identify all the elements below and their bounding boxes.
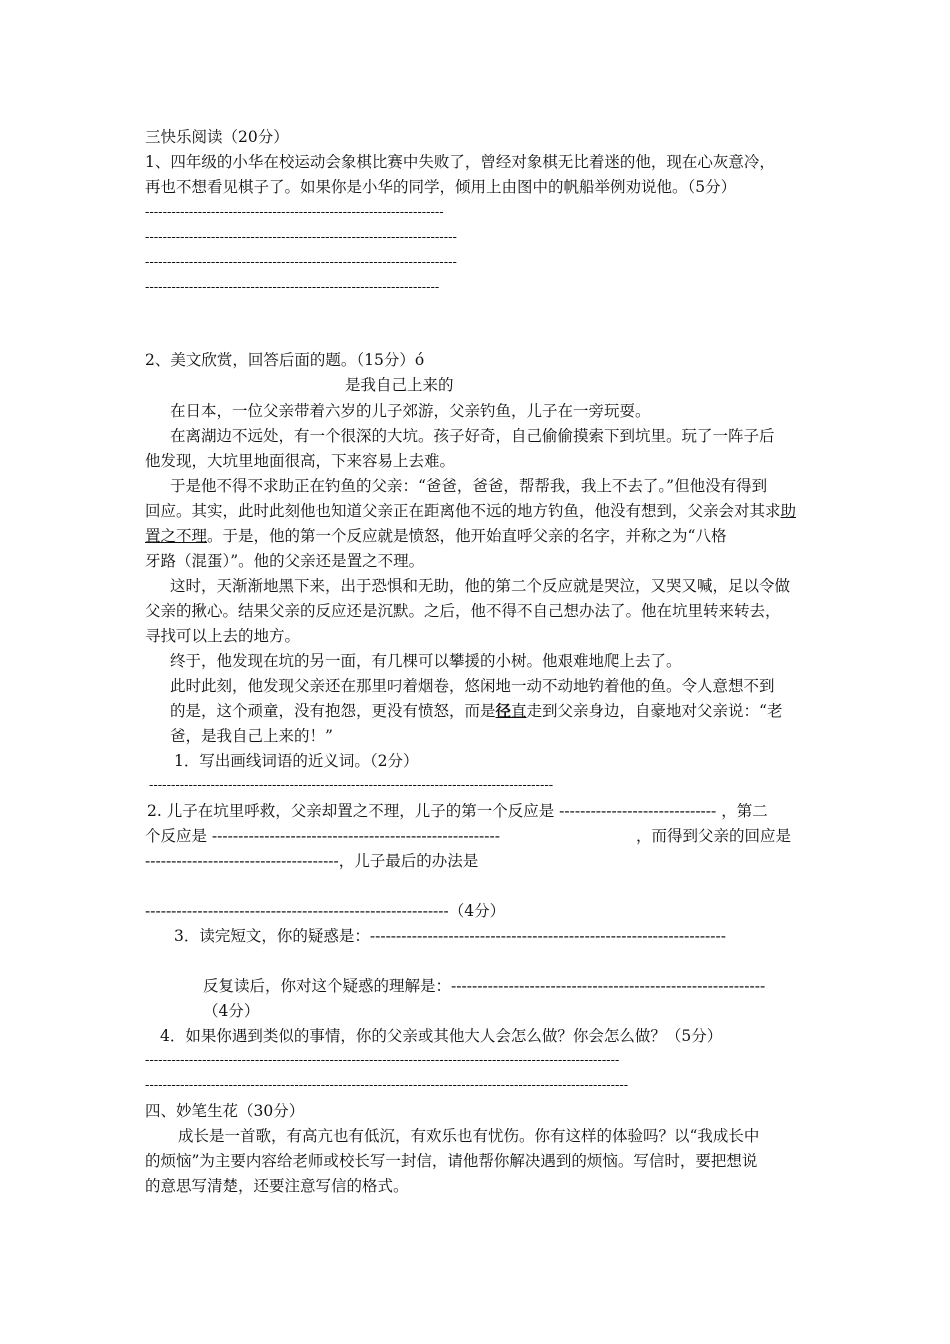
story-paragraph: 牙路（混蛋）”。他的父亲还是置之不理。 — [145, 552, 425, 570]
sub-question-2-line: 个反应是 ------------------------------------------------------- — [145, 827, 500, 845]
story-paragraph: 回应。其实，此时此刻他也知道父亲正在距离他不远的地方钓鱼，他没有想到，父亲会对其求助 — [145, 502, 797, 520]
story-paragraph: 置之不理。于是，他的第一个反应就是愤怒，他开始直呼父亲的名字，并称之为“八格 — [145, 527, 727, 545]
story-paragraph: 这时，天渐渐地黑下来，出于恐惧和无助，他的第二个反应就是哭泣，又哭又喊，足以令做 — [170, 577, 791, 595]
section4-heading: 四、妙笔生花（30分） — [145, 1102, 305, 1120]
section3-heading: 三快乐阅读（20分） — [145, 128, 289, 146]
sub4-answer-line: ------------------------------------------------------------------------------------------------------------ — [145, 1053, 620, 1068]
sub-question-2: 2. 儿子在坑里呼救，父亲却置之不理，儿子的第一个反应是 ------------------------------ ，第二 — [147, 802, 768, 820]
sub-question-4: 4．如果你遇到类似的事情，你的父亲或其他大人会怎么做？你会怎么做？（5分） — [160, 1027, 723, 1045]
essay-prompt: 成长是一首歌，有高亢也有低沉，有欢乐也有忧伤。你有这样的体验吗？以“我成长中 — [178, 1127, 760, 1145]
story-paragraph: 寻找可以上去的地方。 — [145, 627, 301, 645]
underlined-word: 径 — [495, 701, 512, 720]
story-paragraph: 于是他不得不求助正在钓鱼的父亲：“爸爸，爸爸，帮帮我，我上不去了。”但他没有得到 — [170, 477, 768, 495]
q1-answer-line: -------------------------------------------------------------------- — [145, 205, 444, 220]
underlined-word: 直 — [511, 702, 527, 720]
q1-text-line2: 再也不想看见棋子了。如果你是小华的同学，倾用上由图中的帆船举例劝说他。（5分） — [145, 178, 737, 196]
q1-answer-line: ------------------------------------------------------------------- — [145, 280, 440, 295]
story-paragraph: 此时此刻，他发现父亲还在那里叼着烟卷，悠闲地一动不动地钓着他的鱼。令人意想不到 — [170, 677, 775, 695]
story-paragraph: 在日本，一位父亲带着六岁的儿子郊游，父亲钓鱼，儿子在一旁玩耍。 — [170, 402, 651, 420]
story-paragraph: 的是，这个顽童，没有抱怨，更没有愤怒，而是径直走到父亲身边，自豪地对父亲说：“老 — [170, 701, 783, 720]
sub-question-3: 3．读完短文，你的疑惑是：-------------------------------------------------------------------- — [174, 927, 726, 945]
sub1-answer-line: -------------------------------------------------------------------------------------------- — [149, 778, 554, 793]
sub-question-2-line: ，而得到父亲的回应是 — [636, 827, 792, 845]
story-paragraph: 终于，他发现在坑的另一面，有几棵可以攀援的小树。他艰难地爬上去了。 — [170, 652, 682, 670]
story-paragraph: 他发现，大坑里地面很高，下来容易上去难。 — [145, 452, 456, 470]
essay-prompt: 的意思写清楚，还要注意写信的格式。 — [145, 1177, 409, 1195]
sub-question-3-score: （4分） — [203, 1002, 260, 1020]
underlined-word: 助 — [780, 502, 797, 520]
story-title: 是我自己上来的 — [345, 376, 454, 394]
underlined-word: 置之不理 — [145, 527, 208, 545]
q2-heading: 2、美文欣赏，回答后面的题。（15分）ó — [145, 351, 425, 369]
sub-question-3-line: 反复读后，你对这个疑惑的理解是：------------------------------------------------------------ — [203, 977, 766, 995]
q1-answer-line: ----------------------------------------------------------------------- — [145, 230, 457, 245]
sub-question-2-line: -------------------------------------，儿子最后的办法是 — [145, 852, 479, 870]
essay-prompt: 的烦恼”为主要内容给老师或校长写一封信，请他帮你解决遇到的烦恼。写信时，要把想说 — [145, 1152, 758, 1170]
sub-question-1: 1．写出画线词语的近义词。（2分） — [174, 752, 419, 770]
sub-question-2-line: ----------------------------------------------------------（4分） — [145, 902, 506, 920]
story-paragraph: 父亲的揪心。结果父亲的反应还是沉默。之后，他不得不自己想办法了。他在坑里转来转去， — [145, 602, 781, 620]
story-paragraph: 在离湖边不远处，有一个很深的大坑。孩子好奇，自己偷偷摸索下到坑里。玩了一阵子后 — [170, 427, 775, 445]
story-paragraph: 爸，是我自己上来的！” — [170, 727, 333, 745]
q1-text-line1: 1、四年级的小华在校运动会象棋比赛中失败了，曾经对象棋无比着迷的他，现在心灰意冷， — [145, 153, 775, 171]
sub4-answer-line: -------------------------------------------------------------------------------------------------------------- — [145, 1078, 629, 1093]
q1-answer-line: ----------------------------------------------------------------------- — [145, 255, 457, 270]
